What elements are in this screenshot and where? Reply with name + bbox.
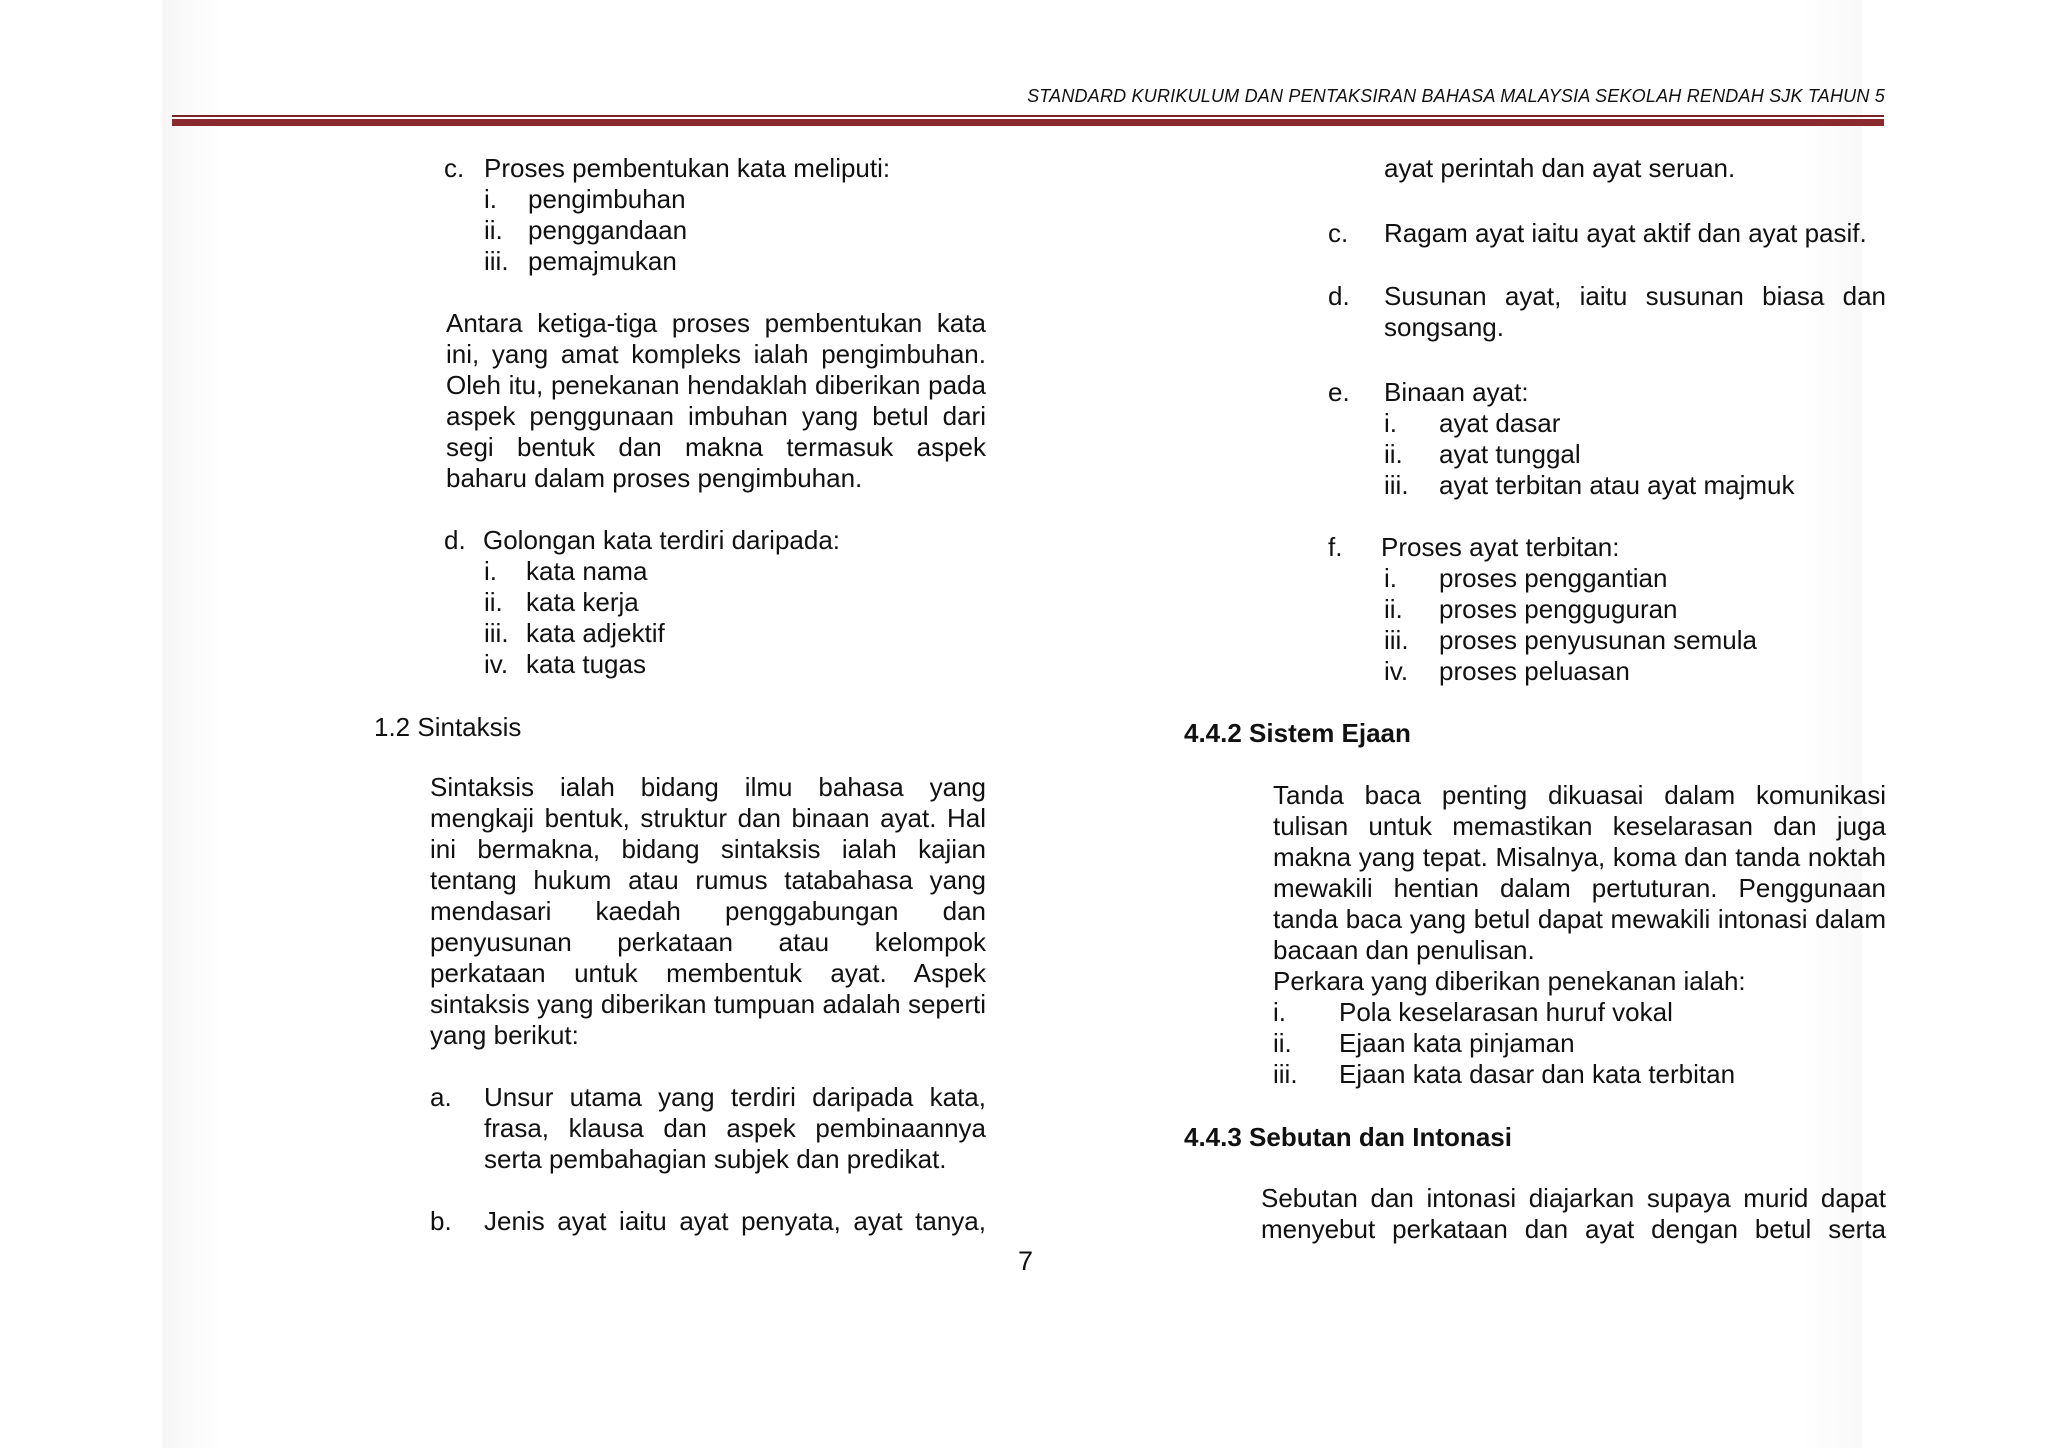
right-item-e-text: Binaan ayat: bbox=[1384, 377, 1529, 407]
ejaan-lead-text: Perkara yang diberikan penekanan ialah: bbox=[1273, 966, 1746, 996]
list-item: i. pengimbuhan bbox=[484, 184, 686, 214]
list-item: iii. proses penyusunan semula bbox=[1384, 625, 1757, 655]
right-item-b-continued: ayat perintah dan ayat seruan. bbox=[1384, 153, 1736, 183]
right-item-d bbox=[1328, 281, 1886, 343]
list-item: iv. kata tugas bbox=[484, 649, 646, 679]
list-item: ii. Ejaan kata pinjaman bbox=[1273, 1028, 1575, 1058]
list-item: iii. Ejaan kata dasar dan kata terbitan bbox=[1273, 1059, 1736, 1089]
left-item-d-sublist bbox=[484, 556, 665, 680]
list-item: iii. pemajmukan bbox=[484, 246, 677, 276]
right-item-d-text: Susunan ayat, iaitu susunan biasa dan songsang. bbox=[1384, 281, 1886, 342]
left-item-c-text: Proses pembentukan kata meliputi: bbox=[484, 153, 891, 183]
section-heading-sebutan-intonasi: 4.4.3 Sebutan dan Intonasi bbox=[1184, 1122, 1512, 1152]
left-item-a-marker: a. bbox=[430, 1082, 452, 1112]
right-item-c-marker: c. bbox=[1328, 218, 1349, 248]
paragraph-sebutan-intonasi: Sebutan dan intonasi diajarkan supaya murid dapat menyebut perkataan dan ayat dengan betul serta bbox=[1261, 1183, 1886, 1244]
section-heading-sistem-ejaan: 4.4.2 Sistem Ejaan bbox=[1184, 718, 1411, 748]
list-item: ii. penggandaan bbox=[484, 215, 688, 245]
list-item: i. ayat dasar bbox=[1384, 408, 1561, 438]
left-item-c-sublist bbox=[484, 184, 687, 277]
left-item-a bbox=[430, 1082, 986, 1175]
left-item-c-marker: c. bbox=[444, 153, 465, 183]
list-item: iii. ayat terbitan atau ayat majmuk bbox=[1384, 470, 1795, 500]
list-item: ii. proses pengguguran bbox=[1384, 594, 1678, 624]
left-item-d-marker: d. bbox=[444, 525, 466, 555]
section-heading-sintaksis: 1.2 Sintaksis bbox=[374, 712, 522, 742]
paragraph-antara: Antara ketiga-tiga proses pembentukan kata ini, yang amat kompleks ialah pengimbuhan. Oleh itu, penekanan hendaklah diberikan pada aspek penggunaan imbuhan yang betul dari segi bentuk dan makna termasuk aspek baharu dalam proses pengimbuhan. bbox=[446, 308, 986, 493]
header-rule-thin bbox=[172, 115, 1884, 117]
ejaan-list bbox=[1273, 997, 1735, 1090]
page-number: 7 bbox=[1018, 1246, 1034, 1276]
list-item: iii. kata adjektif bbox=[484, 618, 665, 648]
paragraph-sistem-ejaan: Tanda baca penting dikuasai dalam komunikasi tulisan untuk memastikan keselarasan dan juga makna yang tepat. Misalnya, koma dan tanda noktah mewakili hentian dalam pertuturan. Penggunaan tanda baca yang betul dapat mewakili intonasi dalam bacaan dan penulisan. bbox=[1273, 780, 1886, 965]
right-item-c-text: Ragam ayat iaitu ayat aktif dan ayat pasif. bbox=[1384, 218, 1867, 248]
left-item-a-text: Unsur utama yang terdiri daripada kata, frasa, klausa dan aspek pembinaannya serta pembahagian subjek dan predikat. bbox=[484, 1082, 986, 1174]
right-item-f-sublist bbox=[1384, 563, 1757, 687]
list-item: ii. ayat tunggal bbox=[1384, 439, 1581, 469]
list-item: i. Pola keselarasan huruf vokal bbox=[1273, 997, 1673, 1027]
right-item-d-marker: d. bbox=[1328, 281, 1350, 311]
right-item-f bbox=[1328, 532, 1619, 563]
right-item-f-text: Proses ayat terbitan: bbox=[1381, 532, 1620, 562]
left-item-d bbox=[444, 525, 840, 556]
list-item: i. kata nama bbox=[484, 556, 648, 586]
left-item-b bbox=[430, 1206, 986, 1237]
right-item-e-marker: e. bbox=[1328, 377, 1350, 407]
left-item-c bbox=[444, 153, 890, 184]
list-item: i. proses penggantian bbox=[1384, 563, 1668, 593]
left-item-d-text: Golongan kata terdiri daripada: bbox=[483, 525, 841, 555]
header-rule-thick bbox=[172, 119, 1884, 126]
right-item-c bbox=[1328, 218, 1867, 249]
left-item-b-marker: b. bbox=[430, 1206, 452, 1236]
right-item-e bbox=[1328, 377, 1529, 408]
paragraph-sintaksis: Sintaksis ialah bidang ilmu bahasa yang mengkaji bentuk, struktur dan binaan ayat. Hal ini bermakna, bidang sintaksis ialah kajian tentang hukum atau rumus tatabahasa yang mendasari kaedah penggabungan dan penyusunan perkataan atau kelompok perkataan untuk membentuk ayat. Aspek sintaksis yang diberikan tumpuan adalah seperti yang berikut: bbox=[430, 772, 986, 1050]
left-item-b-text: Jenis ayat iaitu ayat penyata, ayat tanya, bbox=[484, 1206, 986, 1236]
list-item: ii. kata kerja bbox=[484, 587, 639, 617]
right-item-e-sublist bbox=[1384, 408, 1795, 501]
document-header: STANDARD KURIKULUM DAN PENTAKSIRAN BAHASA MALAYSIA SEKOLAH RENDAH SJK TAHUN 5 bbox=[1027, 86, 1885, 106]
right-item-f-marker: f. bbox=[1328, 532, 1343, 562]
list-item: iv. proses peluasan bbox=[1384, 656, 1630, 686]
